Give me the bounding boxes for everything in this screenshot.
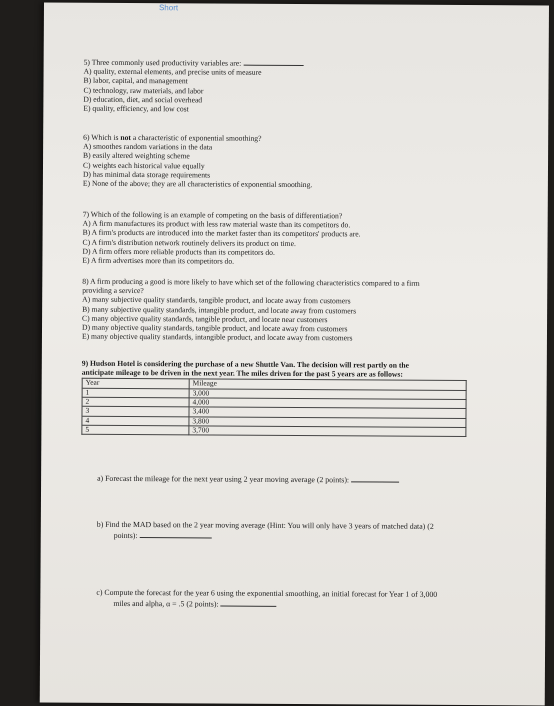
question-8 [82,277,532,344]
question-5-text: 5) Three commonly used productivity variables are: [84,57,534,70]
option: D) education, diet, and social overhead [83,94,203,105]
question-7-text: 7) Which of the following is an example of competing on the basis of differentiation? [82,209,343,221]
option: E) many objective quality standards, intangible product, and locate away from customers [81,331,353,343]
option: A) many subjective quality standards, tangible product, and locate away from customers [82,295,351,306]
option: C) technology, raw materials, and labor [83,85,204,96]
option: A) A firm manufactures its product with less raw material waste than its competitors do. [82,218,351,230]
year-cell: 5 [82,425,189,435]
table-row [82,425,466,437]
option: C) A firm's distribution network routinely delivers its product on time. [82,237,296,248]
question-7 [82,210,532,268]
mileage-table [81,378,466,437]
option: B) labor, capital, and management [83,76,188,86]
question-9 [81,359,531,438]
answer-blank-b[interactable] [140,530,212,538]
part-b: b) Find the MAD based on the 2 year moving average (Hint: You will only have 3 years of matched data) (2 points): [96,519,434,540]
handwritten-note: Short [158,3,179,13]
option: A) smoothes random variations in the data [83,141,213,152]
answer-blank-a[interactable] [351,474,399,482]
column-header-mileage: Mileage [189,379,466,390]
mileage-cell: 4,000 [189,398,466,409]
option: E) None of the above; they are all characteristics of exponential smoothing. [82,178,313,190]
option: C) weights each historical value equally [82,160,205,171]
year-cell: 4 [82,416,189,426]
option: B) A firm's products are introduced into the market faster than its competitors' products are. [82,228,361,239]
part-a: a) Forecast the mileage for the next year using 2 year moving average (2 points): [97,473,537,486]
mileage-cell: 3,700 [189,426,466,437]
option: E) A firm advertises more than its competitors do. [82,255,235,266]
mileage-cell: 3,800 [189,416,466,427]
option: D) A firm offers more reliable products than its competitors do. [82,246,275,257]
worksheet-page [40,2,549,705]
year-cell: 2 [82,397,189,407]
question-8-text-cont: providing a service? [82,285,144,296]
question-9-text-cont: anticipate mileage to be driven in the next year. The miles driven for the past 5 years are as follows: [81,367,403,379]
option: A) quality, external elements, and precise units of measure [83,66,262,77]
question-5 [83,57,533,116]
column-header-year: Year [82,379,189,389]
option: D) has minimal data storage requirements [82,169,211,180]
question-8-text: 8) A firm producing a good is more likely to have which set of the following characteristics compared to a firm [82,276,420,288]
answer-blank-c[interactable] [221,598,277,606]
mileage-cell: 3,000 [189,389,466,400]
question-6-text: 6) Which is not a characteristic of exponential smoothing? [83,132,262,143]
question-6 [83,133,533,191]
option: B) many subjective quality standards, intangible product, and locate away from customers [82,304,357,315]
answer-blank[interactable] [243,58,303,66]
year-cell: 1 [82,388,189,398]
option: B) easily altered weighting scheme [83,151,190,161]
option: C) many objective quality standards, tangible product, and locate near customers [82,313,328,325]
option: E) quality, efficiency, and low cost [83,103,189,114]
year-cell: 3 [82,406,189,416]
option: D) many objective quality standards, tangible product, and locate away from customers [81,322,348,334]
question-9-text: 9) Hudson Hotel is considering the purchase of a new Shuttle Van. The decision will rest partly on the [81,358,410,370]
mileage-cell: 3,400 [189,407,466,418]
part-c: c) Compute the forecast for the year 6 using the exponential smoothing, an initial forecast for Year 1 of 3,000 miles and alpha, α = .5 (2 points): [96,587,438,609]
